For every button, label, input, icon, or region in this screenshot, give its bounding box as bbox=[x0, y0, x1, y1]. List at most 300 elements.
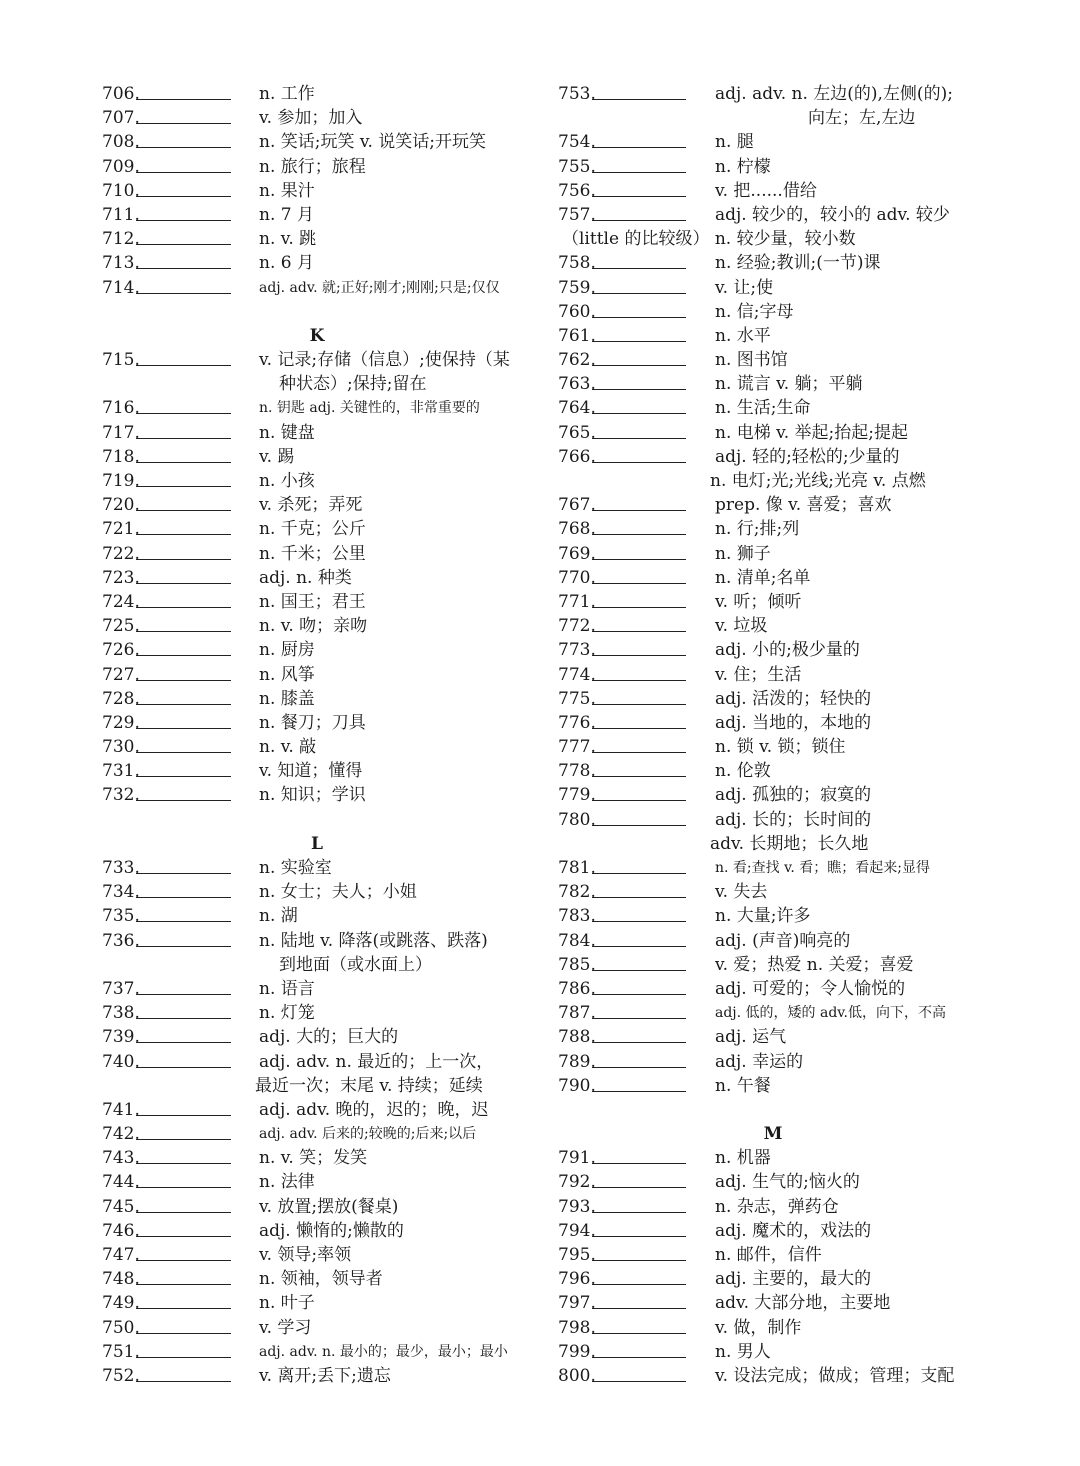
answer-blank[interactable] bbox=[592, 268, 686, 269]
definition: adj. 主要的，最大的 bbox=[715, 1269, 872, 1290]
definition: v. 知道；懂得 bbox=[259, 761, 363, 782]
definition: adj. adv. n. 左边(的),左侧(的); bbox=[715, 84, 953, 104]
right-column bbox=[558, 82, 988, 1388]
definition: 种状态）;保持;留在 bbox=[279, 374, 427, 395]
answer-blank[interactable] bbox=[592, 921, 686, 922]
vocab-row bbox=[558, 1364, 988, 1388]
answer-blank[interactable] bbox=[592, 438, 686, 439]
answer-blank[interactable] bbox=[136, 1163, 231, 1164]
definition: n. 小孩 bbox=[259, 471, 315, 491]
vocab-row bbox=[558, 783, 988, 807]
entry-number: 747. bbox=[102, 1245, 140, 1265]
vocab-row bbox=[102, 929, 532, 953]
definition: n. 灯笼 bbox=[259, 1003, 315, 1024]
answer-blank[interactable] bbox=[592, 534, 686, 535]
entry-number: 739. bbox=[102, 1027, 140, 1048]
entry-number: 788. bbox=[558, 1027, 596, 1048]
definition: n. 膝盖 bbox=[259, 688, 315, 709]
definition: n. 生活;生命 bbox=[715, 398, 811, 419]
answer-blank[interactable] bbox=[136, 462, 231, 463]
answer-blank[interactable] bbox=[592, 317, 686, 318]
vocab-row bbox=[102, 348, 532, 372]
vocab-row bbox=[102, 711, 532, 735]
answer-blank[interactable] bbox=[136, 752, 231, 753]
vocab-row bbox=[558, 493, 988, 517]
definition: n. v. 敲 bbox=[259, 737, 317, 758]
answer-blank[interactable] bbox=[592, 728, 686, 729]
answer-blank[interactable] bbox=[136, 776, 231, 777]
definition: adj. 长的；长时间的 bbox=[715, 809, 872, 830]
definition: v. 住；生活 bbox=[715, 664, 802, 685]
vocab-row bbox=[558, 638, 988, 662]
vocab-row bbox=[558, 1025, 988, 1049]
vocab-row bbox=[558, 808, 988, 832]
vocab-row bbox=[558, 324, 988, 348]
entry-number: 727. bbox=[102, 664, 140, 685]
vocab-row bbox=[558, 155, 988, 179]
section-header bbox=[102, 808, 532, 832]
vocab-row bbox=[102, 542, 532, 566]
entry-number: 789. bbox=[558, 1051, 596, 1072]
entry-number: 777. bbox=[558, 737, 596, 758]
answer-blank[interactable] bbox=[136, 123, 231, 124]
definition: v. 杀死；弄死 bbox=[259, 495, 363, 516]
answer-blank[interactable] bbox=[136, 800, 231, 801]
answer-blank[interactable] bbox=[592, 389, 686, 390]
definition: n. 午餐 bbox=[715, 1075, 771, 1096]
definition: n. 狮子 bbox=[715, 543, 771, 564]
definition: adj. 大的；巨大的 bbox=[259, 1027, 399, 1048]
entry-number: 708. bbox=[102, 132, 140, 153]
entry-number: 760. bbox=[558, 301, 596, 322]
entry-number: 719. bbox=[102, 471, 140, 491]
definition: v. 参加；加入 bbox=[259, 108, 363, 129]
answer-blank[interactable] bbox=[136, 1284, 231, 1285]
answer-blank[interactable] bbox=[136, 172, 231, 173]
answer-blank[interactable] bbox=[136, 1212, 231, 1213]
answer-blank[interactable] bbox=[136, 1139, 231, 1140]
answer-blank[interactable] bbox=[136, 704, 231, 705]
entry-number: 748. bbox=[102, 1269, 140, 1290]
vocab-row bbox=[102, 1050, 532, 1074]
entry-number: 729. bbox=[102, 712, 140, 733]
entry-number: 767. bbox=[558, 495, 596, 516]
definition: n. 杂志，弹药仓 bbox=[715, 1196, 839, 1217]
answer-blank[interactable] bbox=[136, 994, 231, 995]
definition: 到地面（或水面上） bbox=[279, 954, 432, 975]
answer-blank[interactable] bbox=[592, 655, 686, 656]
vocab-row bbox=[558, 953, 988, 977]
definition: n. 键盘 bbox=[259, 422, 315, 443]
answer-blank[interactable] bbox=[136, 99, 231, 100]
answer-blank[interactable] bbox=[592, 994, 686, 995]
answer-blank[interactable] bbox=[136, 196, 231, 197]
entry-number: 740. bbox=[102, 1051, 140, 1072]
answer-blank[interactable] bbox=[592, 220, 686, 221]
vocab-row bbox=[102, 1291, 532, 1315]
answer-blank[interactable] bbox=[592, 1067, 686, 1068]
definition: v. 把......借给 bbox=[715, 180, 817, 201]
vocab-row bbox=[102, 1098, 532, 1122]
entry-number: 799. bbox=[558, 1341, 596, 1362]
answer-blank[interactable] bbox=[592, 897, 686, 898]
vocab-row bbox=[558, 1195, 988, 1219]
definition: v. 垃圾 bbox=[715, 616, 768, 637]
entry-number: 796. bbox=[558, 1269, 596, 1290]
definition-continuation bbox=[102, 372, 532, 396]
entry-number: 736. bbox=[102, 930, 140, 951]
definition: n. 湖 bbox=[259, 906, 298, 927]
answer-blank[interactable] bbox=[592, 510, 686, 511]
entry-number: 745. bbox=[102, 1196, 140, 1217]
vocab-row bbox=[102, 396, 532, 420]
answer-blank[interactable] bbox=[136, 486, 231, 487]
vocab-row bbox=[558, 372, 988, 396]
entry-number: 731. bbox=[102, 761, 140, 782]
vocab-row bbox=[102, 421, 532, 445]
definition: （little 的比较级） n. 较少量，较小数 bbox=[562, 229, 856, 250]
entry-number: 781. bbox=[558, 858, 596, 878]
vocab-row bbox=[102, 1001, 532, 1025]
entry-number: 749. bbox=[102, 1293, 140, 1314]
vocab-row bbox=[102, 1122, 532, 1146]
answer-blank[interactable] bbox=[592, 293, 686, 294]
definition: n. 电灯;光;光线;光亮 v. 点燃 bbox=[710, 471, 926, 491]
definition: n. 图书馆 bbox=[715, 350, 788, 371]
definition: adj. adv. 晚的，迟的；晚，迟 bbox=[259, 1099, 489, 1120]
vocab-row bbox=[102, 880, 532, 904]
entry-number: 787. bbox=[558, 1003, 596, 1024]
vocab-row bbox=[558, 711, 988, 735]
vocab-row bbox=[102, 1340, 532, 1364]
answer-blank[interactable] bbox=[592, 1333, 686, 1334]
answer-blank[interactable] bbox=[136, 438, 231, 439]
entry-number: 791. bbox=[558, 1148, 596, 1169]
definition: v. 放置;摆放(餐桌) bbox=[259, 1196, 399, 1217]
answer-blank[interactable] bbox=[592, 583, 686, 584]
answer-blank[interactable] bbox=[592, 631, 686, 632]
answer-blank[interactable] bbox=[136, 607, 231, 608]
definition: adj. 可爱的；令人愉悦的 bbox=[715, 978, 906, 999]
vocab-row bbox=[102, 783, 532, 807]
answer-blank[interactable] bbox=[592, 873, 686, 874]
entry-number: 713. bbox=[102, 253, 140, 274]
vocab-row bbox=[102, 445, 532, 469]
vocab-row bbox=[102, 759, 532, 783]
answer-blank[interactable] bbox=[592, 1357, 686, 1358]
answer-blank[interactable] bbox=[136, 244, 231, 245]
answer-blank[interactable] bbox=[136, 1067, 231, 1068]
definition: adj. 低的，矮的 adv.低，向下，不高 bbox=[715, 1005, 947, 1022]
answer-blank[interactable] bbox=[592, 1187, 686, 1188]
answer-blank[interactable] bbox=[592, 607, 686, 608]
answer-blank[interactable] bbox=[592, 776, 686, 777]
entry-number: 758. bbox=[558, 253, 596, 274]
section-header: K bbox=[309, 325, 325, 346]
definition: prep. 像 v. 喜爱；喜欢 bbox=[715, 495, 892, 516]
entry-number: 774. bbox=[558, 664, 596, 685]
answer-blank[interactable] bbox=[592, 196, 686, 197]
definition: v. 做，制作 bbox=[715, 1317, 802, 1338]
vocab-row bbox=[558, 687, 988, 711]
entry-number: 798. bbox=[558, 1317, 596, 1338]
vocab-row bbox=[558, 203, 988, 227]
answer-blank[interactable] bbox=[592, 413, 686, 414]
definition: 向左；左,左边 bbox=[808, 108, 916, 129]
answer-blank[interactable] bbox=[592, 680, 686, 681]
answer-blank[interactable] bbox=[592, 970, 686, 971]
answer-blank[interactable] bbox=[136, 1308, 231, 1309]
entry-number: 720. bbox=[102, 495, 140, 516]
entry-number: 782. bbox=[558, 882, 596, 903]
definition: adj. 当地的，本地的 bbox=[715, 712, 872, 733]
entry-number: 778. bbox=[558, 761, 596, 782]
left-column bbox=[102, 82, 532, 1388]
answer-blank[interactable] bbox=[592, 1284, 686, 1285]
entry-number: 764. bbox=[558, 398, 596, 419]
entry-number: 775. bbox=[558, 688, 596, 709]
answer-blank[interactable] bbox=[136, 1381, 231, 1382]
definition-continuation bbox=[102, 953, 532, 977]
entry-number: 795. bbox=[558, 1245, 596, 1265]
entry-number: 792. bbox=[558, 1172, 596, 1193]
answer-blank[interactable] bbox=[592, 1381, 686, 1382]
entry-number: 746. bbox=[102, 1220, 140, 1241]
answer-blank[interactable] bbox=[592, 172, 686, 173]
section-header bbox=[102, 300, 532, 324]
vocab-row bbox=[102, 687, 532, 711]
definition: v. 领导;率领 bbox=[259, 1245, 352, 1265]
vocab-row bbox=[558, 130, 988, 154]
answer-blank[interactable] bbox=[592, 800, 686, 801]
answer-blank[interactable] bbox=[592, 1236, 686, 1237]
vocab-row bbox=[558, 1219, 988, 1243]
answer-blank[interactable] bbox=[592, 462, 686, 463]
answer-blank[interactable] bbox=[592, 825, 686, 826]
definition: n. 谎言 v. 躺；平躺 bbox=[715, 374, 863, 395]
vocab-row bbox=[558, 517, 988, 541]
answer-blank[interactable] bbox=[592, 365, 686, 366]
vocab-row bbox=[102, 203, 532, 227]
entry-number: 742. bbox=[102, 1124, 140, 1145]
definition: v. 失去 bbox=[715, 882, 768, 903]
answer-blank[interactable] bbox=[136, 897, 231, 898]
answer-blank[interactable] bbox=[592, 99, 686, 100]
definition: n. 旅行；旅程 bbox=[259, 156, 366, 177]
entry-number: 723. bbox=[102, 567, 140, 588]
answer-blank[interactable] bbox=[136, 1260, 231, 1261]
definition: n. 腿 bbox=[715, 132, 754, 153]
entry-number: 750. bbox=[102, 1317, 140, 1338]
vocab-row bbox=[558, 276, 988, 300]
answer-blank[interactable] bbox=[136, 728, 231, 729]
answer-blank[interactable] bbox=[592, 1163, 686, 1164]
definition: n. 水平 bbox=[715, 325, 771, 346]
entry-number: 712. bbox=[102, 229, 140, 250]
answer-blank[interactable] bbox=[136, 1236, 231, 1237]
vocab-row bbox=[558, 421, 988, 445]
vocab-row bbox=[558, 1001, 988, 1025]
definition: adj. adv. n. 最近的；上一次， bbox=[259, 1051, 494, 1072]
entry-number: 728. bbox=[102, 688, 140, 709]
answer-blank[interactable] bbox=[136, 1187, 231, 1188]
vocab-row bbox=[558, 614, 988, 638]
entry-number: 754. bbox=[558, 132, 596, 153]
answer-blank[interactable] bbox=[136, 413, 231, 414]
vocab-row bbox=[102, 469, 532, 493]
answer-blank[interactable] bbox=[136, 534, 231, 535]
definition: adj. 懒惰的;懒散的 bbox=[259, 1220, 404, 1241]
answer-blank[interactable] bbox=[136, 147, 231, 148]
answer-blank[interactable] bbox=[136, 873, 231, 874]
definition: n. 厨房 bbox=[259, 640, 315, 661]
entry-number: 755. bbox=[558, 156, 596, 177]
answer-blank[interactable] bbox=[592, 1308, 686, 1309]
entry-number: 752. bbox=[102, 1365, 140, 1386]
vocab-row bbox=[102, 179, 532, 203]
vocab-row bbox=[102, 638, 532, 662]
answer-blank[interactable] bbox=[592, 752, 686, 753]
entry-number: 709. bbox=[102, 156, 140, 177]
definition: n. 信;字母 bbox=[715, 301, 794, 322]
answer-blank[interactable] bbox=[136, 510, 231, 511]
entry-number: 717. bbox=[102, 422, 140, 443]
answer-blank[interactable] bbox=[136, 631, 231, 632]
definition: adj. 幸运的 bbox=[715, 1051, 804, 1072]
answer-blank[interactable] bbox=[592, 1042, 686, 1043]
entry-number: 751. bbox=[102, 1341, 140, 1362]
entry-number: 730. bbox=[102, 737, 140, 758]
definition: v. 设法完成；做成；管理；支配 bbox=[715, 1365, 955, 1386]
entry-number: 716. bbox=[102, 398, 140, 419]
answer-blank[interactable] bbox=[592, 341, 686, 342]
definition: adj. (声音)响亮的 bbox=[715, 930, 851, 951]
answer-blank[interactable] bbox=[136, 1042, 231, 1043]
vocab-row bbox=[558, 566, 988, 590]
answer-blank[interactable] bbox=[136, 680, 231, 681]
answer-blank[interactable] bbox=[592, 559, 686, 560]
definition: n. 餐刀；刀具 bbox=[259, 712, 366, 733]
entry-number: 772. bbox=[558, 616, 596, 637]
vocab-row bbox=[558, 1316, 988, 1340]
vocab-row bbox=[558, 1291, 988, 1315]
vocab-row bbox=[102, 614, 532, 638]
vocab-row bbox=[558, 663, 988, 687]
definition: n. 千米；公里 bbox=[259, 543, 366, 564]
entry-number: 776. bbox=[558, 712, 596, 733]
entry-number: 768. bbox=[558, 519, 596, 540]
answer-blank[interactable] bbox=[136, 268, 231, 269]
definition: n. 女士；夫人；小姐 bbox=[259, 882, 417, 903]
definition: v. 听；倾听 bbox=[715, 591, 802, 612]
entry-number: 780. bbox=[558, 809, 596, 830]
entry-number: 761. bbox=[558, 325, 596, 346]
definition: adj. 生气的;恼火的 bbox=[715, 1172, 860, 1193]
vocab-row bbox=[558, 82, 988, 106]
entry-number: 738. bbox=[102, 1003, 140, 1024]
entry-number: 779. bbox=[558, 785, 596, 806]
answer-blank[interactable] bbox=[592, 1260, 686, 1261]
definition: adv. 长期地；长久地 bbox=[710, 833, 869, 854]
answer-blank[interactable] bbox=[136, 946, 231, 947]
entry-number: 743. bbox=[102, 1148, 140, 1169]
section-header: M bbox=[763, 1124, 783, 1145]
definition: n. 邮件，信件 bbox=[715, 1245, 822, 1265]
definition-continuation bbox=[558, 832, 988, 856]
vocab-row bbox=[558, 590, 988, 614]
vocab-row bbox=[558, 179, 988, 203]
entry-number: 744. bbox=[102, 1172, 140, 1193]
vocab-row bbox=[558, 396, 988, 420]
answer-blank[interactable] bbox=[136, 583, 231, 584]
vocab-row bbox=[558, 348, 988, 372]
vocab-row bbox=[102, 1364, 532, 1388]
vocab-row bbox=[558, 251, 988, 275]
answer-blank[interactable] bbox=[592, 1018, 686, 1019]
definition: v. 离开;丢下;遗忘 bbox=[259, 1365, 391, 1386]
answer-blank[interactable] bbox=[592, 704, 686, 705]
vocab-row bbox=[102, 1195, 532, 1219]
answer-blank[interactable] bbox=[136, 293, 231, 294]
definition: n. 陆地 v. 降落(或跳落、跌落) bbox=[259, 930, 488, 951]
vocab-row bbox=[558, 977, 988, 1001]
answer-blank[interactable] bbox=[136, 1357, 231, 1358]
answer-blank[interactable] bbox=[592, 946, 686, 947]
definition: adj. n. 种类 bbox=[259, 567, 352, 588]
vocab-row bbox=[102, 251, 532, 275]
entry-number: 793. bbox=[558, 1196, 596, 1217]
entry-number: 722. bbox=[102, 543, 140, 564]
definition-continuation bbox=[102, 1074, 532, 1098]
vocab-row bbox=[102, 1243, 532, 1267]
definition: n. 叶子 bbox=[259, 1293, 315, 1314]
definition: n. 法律 bbox=[259, 1172, 315, 1193]
vocab-row bbox=[102, 663, 532, 687]
answer-blank[interactable] bbox=[592, 1091, 686, 1092]
answer-blank[interactable] bbox=[136, 1115, 231, 1116]
definition-continuation bbox=[558, 227, 988, 251]
entry-number: 734. bbox=[102, 882, 140, 903]
answer-blank[interactable] bbox=[592, 147, 686, 148]
entry-number: 711. bbox=[102, 204, 140, 225]
vocab-row bbox=[102, 1316, 532, 1340]
definition: n. v. 吻；亲吻 bbox=[259, 616, 368, 637]
vocab-row bbox=[558, 904, 988, 928]
entry-number: 714. bbox=[102, 277, 140, 298]
vocab-row bbox=[558, 1267, 988, 1291]
answer-blank[interactable] bbox=[136, 1018, 231, 1019]
answer-blank[interactable] bbox=[136, 921, 231, 922]
answer-blank[interactable] bbox=[136, 365, 231, 366]
entry-number: 786. bbox=[558, 978, 596, 999]
answer-blank[interactable] bbox=[592, 1212, 686, 1213]
vocab-row bbox=[558, 1074, 988, 1098]
definition: n. 国王；君王 bbox=[259, 591, 366, 612]
entry-number: 706. bbox=[102, 84, 140, 104]
definition: v. 爱；热爱 n. 关爱；喜爱 bbox=[715, 954, 914, 975]
entry-number: 725. bbox=[102, 616, 140, 637]
answer-blank[interactable] bbox=[136, 655, 231, 656]
answer-blank[interactable] bbox=[136, 220, 231, 221]
definition: adj. 运气 bbox=[715, 1027, 787, 1048]
answer-blank[interactable] bbox=[136, 559, 231, 560]
definition: n. 6 月 bbox=[259, 253, 314, 274]
definition: v. 让;使 bbox=[715, 277, 774, 298]
vocab-row bbox=[558, 542, 988, 566]
entry-number: 707. bbox=[102, 108, 140, 129]
definition: adj. 孤独的；寂寞的 bbox=[715, 785, 872, 806]
answer-blank[interactable] bbox=[136, 1333, 231, 1334]
